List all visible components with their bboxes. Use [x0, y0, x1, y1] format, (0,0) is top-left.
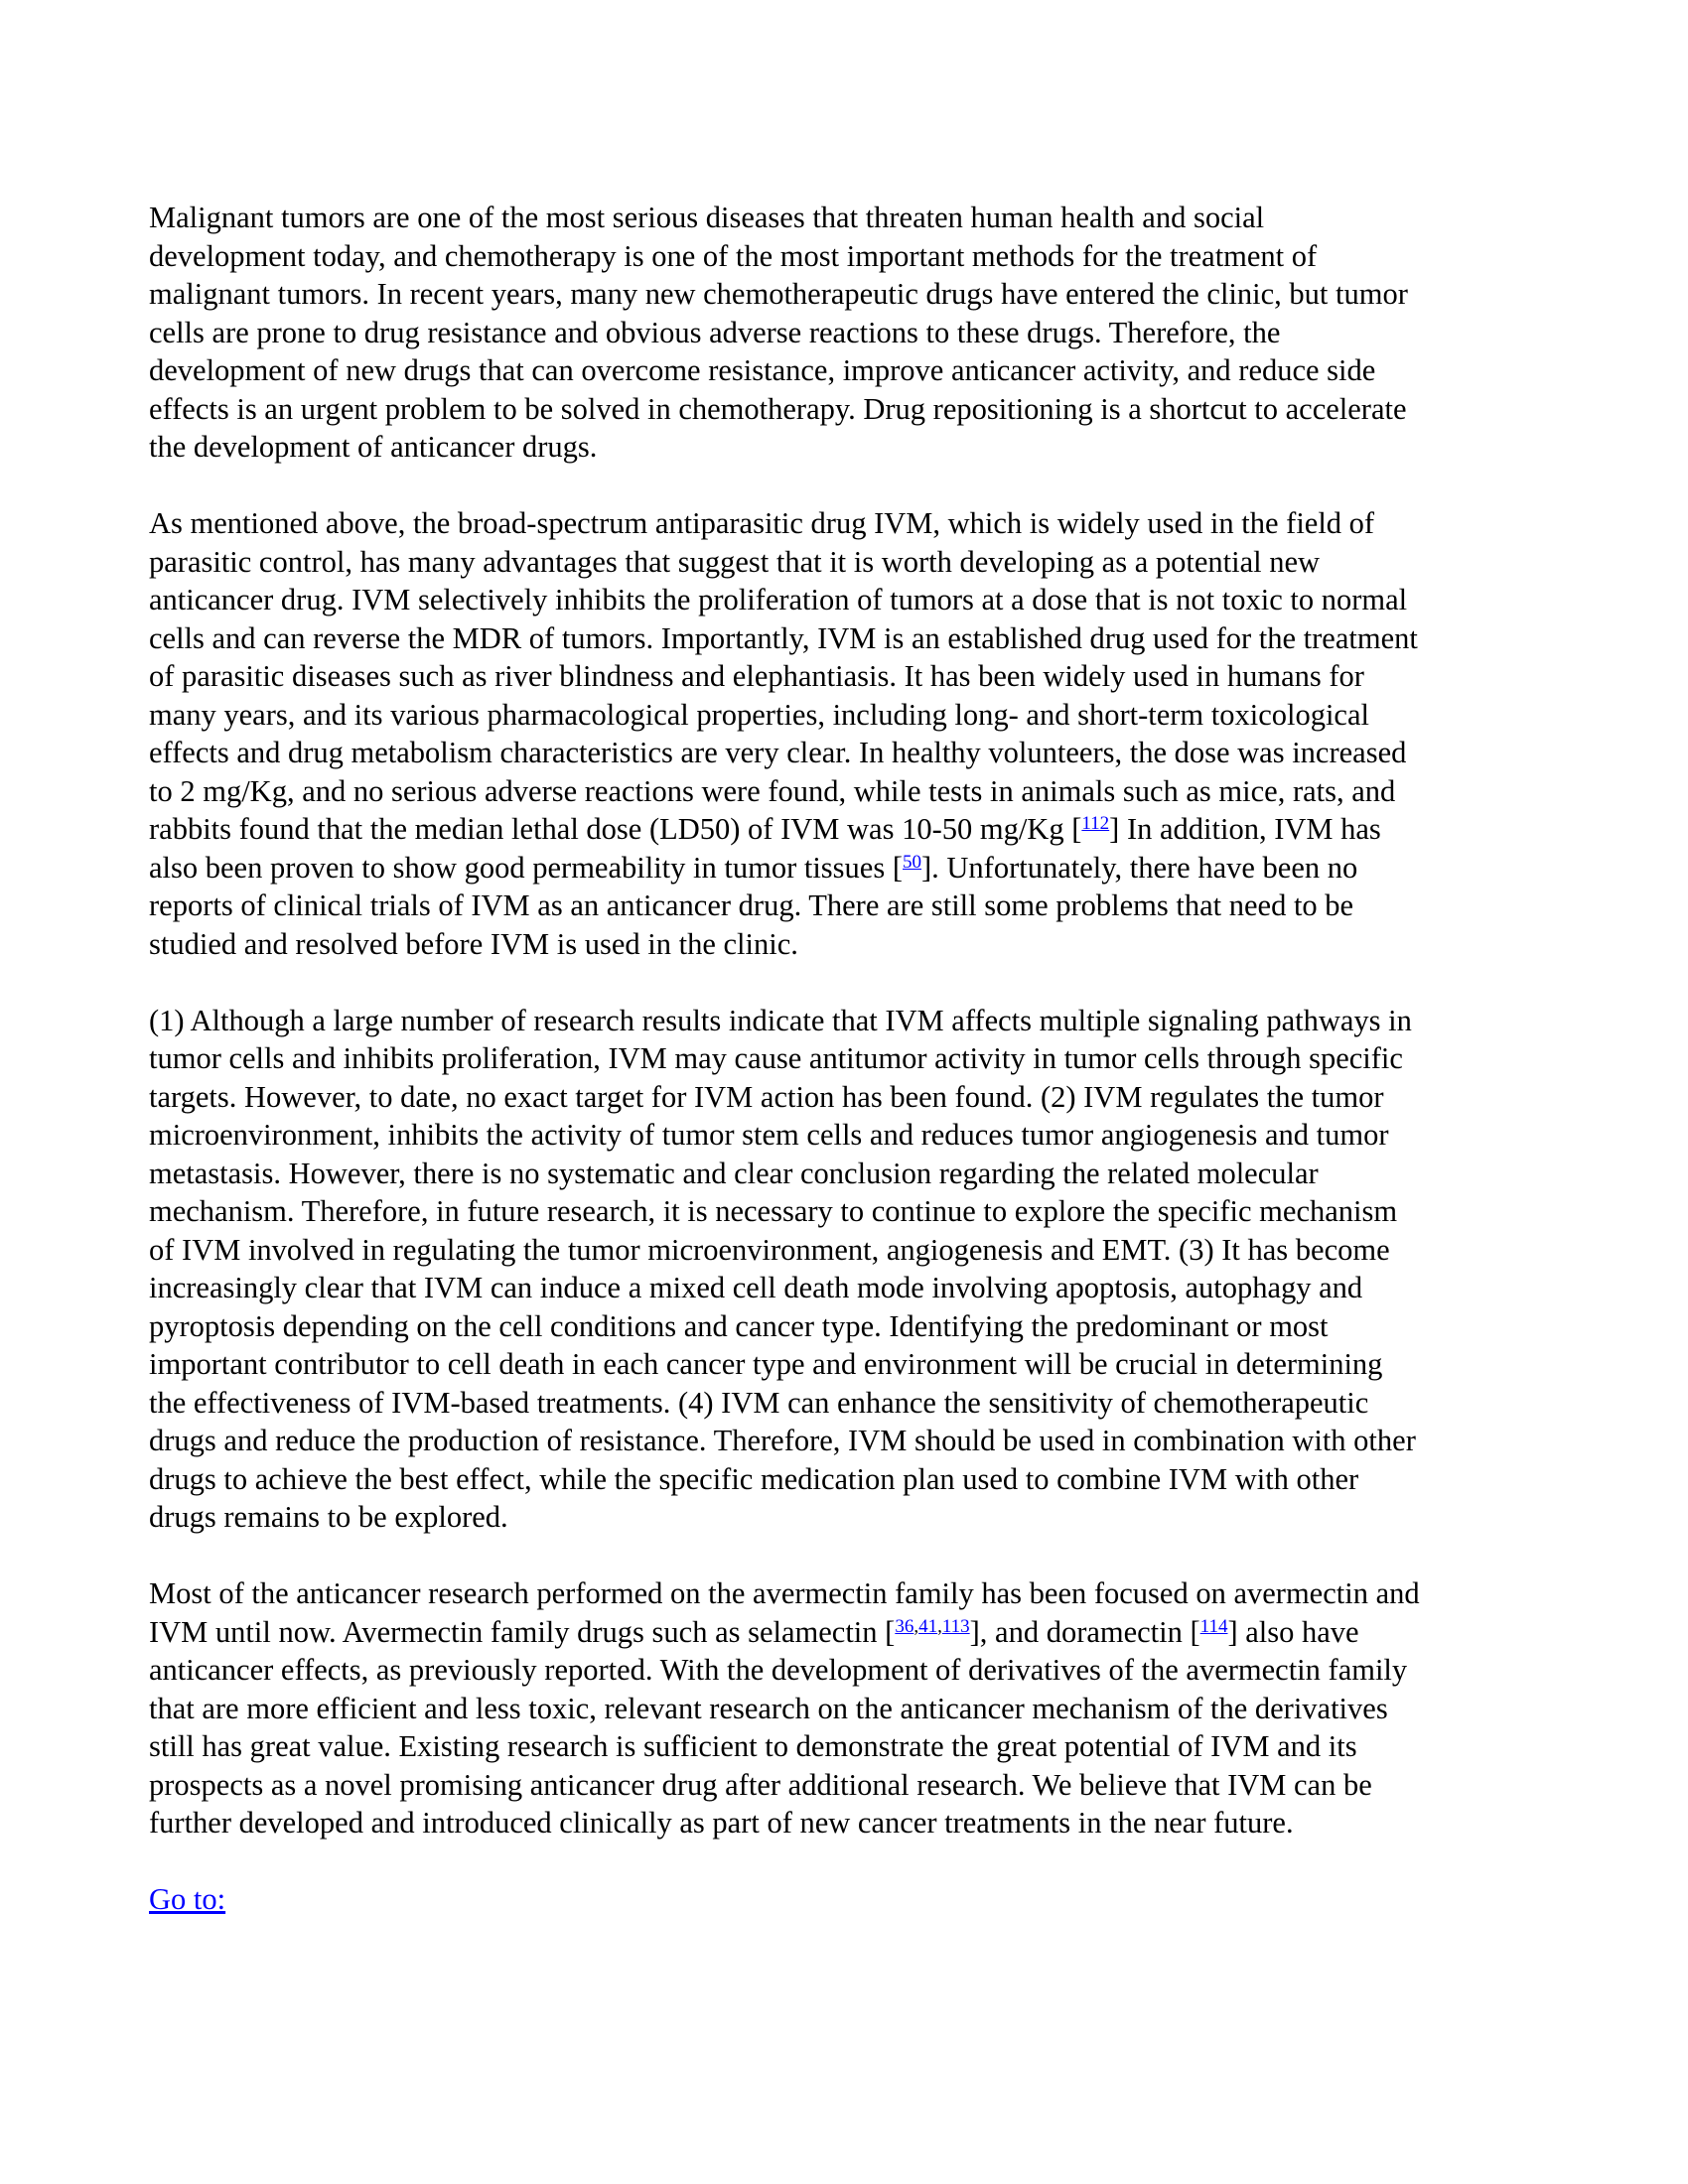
text-line: effects and drug metabolism characteristics are very clear. In healthy volunteers, the dose was increased	[149, 736, 1407, 769]
text-segment: ] also have	[1227, 1614, 1359, 1649]
citation-link-113[interactable]: 113	[941, 1615, 970, 1637]
text-line: parasitic control, has many advantages that suggest that it is worth developing as a potential new	[149, 544, 1321, 579]
text-line-with-citation	[149, 810, 1559, 849]
text-line: microenvironment, inhibits the activity of tumor stem cells and reduces tumor angiogenesis and tumor	[149, 1118, 1389, 1152]
citation-separator: ,	[937, 1615, 942, 1637]
paragraph-4	[149, 1574, 1559, 1843]
goto-nav	[149, 1880, 1559, 1919]
citation-link-41[interactable]: 41	[918, 1615, 938, 1637]
text-line: Most of the anticancer research performed on the avermectin family has been focused on avermectin and	[149, 1576, 1420, 1610]
text-line: prospects as a novel promising anticancer drug after additional research. We believe that IVM can be	[149, 1767, 1372, 1802]
article-body	[149, 199, 1559, 1919]
text-line: pyroptosis depending on the cell conditions and cancer type. Identifying the predominant or most	[149, 1308, 1329, 1343]
text-line: As mentioned above, the broad-spectrum antiparasitic drug IVM, which is widely used in the field of	[149, 506, 1375, 540]
text-line: anticancer drug. IVM selectively inhibits the proliferation of tumors at a dose that is not toxic to normal	[149, 583, 1408, 616]
text-line: the effectiveness of IVM-based treatments. (4) IVM can enhance the sensitivity of chemotherapeutic	[149, 1385, 1369, 1420]
citation-separator: ,	[914, 1615, 919, 1637]
citation-link-112[interactable]: 112	[1081, 813, 1110, 834]
text-line: further developed and introduced clinically as part of new cancer treatments in the near future.	[149, 1806, 1294, 1840]
paragraph-2	[149, 504, 1559, 963]
text-line: that are more efficient and less toxic, relevant research on the anticancer mechanism of the derivatives	[149, 1691, 1388, 1725]
text-line: increasingly clear that IVM can induce a mixed cell death mode involving apoptosis, autophagy and	[149, 1271, 1363, 1304]
paragraph-3	[149, 1002, 1559, 1537]
text-line: effects is an urgent problem to be solved in chemotherapy. Drug repositioning is a shortcut to accelerate	[149, 391, 1407, 426]
citation-link-36[interactable]: 36	[895, 1615, 914, 1637]
goto-link[interactable]: Go to:	[149, 1882, 226, 1916]
text-segment: also been proven to show good permeability in tumor tissues [	[149, 850, 903, 885]
text-line: of parasitic diseases such as river blindness and elephantiasis. It has been widely used in humans for	[149, 659, 1364, 693]
text-line: drugs remains to be explored.	[149, 1500, 508, 1534]
text-line: still has great value. Existing research is sufficient to demonstrate the great potential of IVM and its	[149, 1729, 1357, 1763]
text-segment: ]. Unfortunately, there have been no	[921, 850, 1358, 885]
text-segment: ], and doramectin [	[969, 1614, 1200, 1649]
text-line-with-citation	[149, 1613, 1559, 1652]
text-line: mechanism. Therefore, in future research, it is necessary to continue to explore the specific mechanism	[149, 1194, 1398, 1228]
text-line: drugs to achieve the best effect, while the specific medication plan used to combine IVM with other	[149, 1461, 1359, 1496]
text-line: cells are prone to drug resistance and obvious adverse reactions to these drugs. Therefore, the	[149, 315, 1281, 349]
text-line: drugs and reduce the production of resistance. Therefore, IVM should be used in combination with other	[149, 1424, 1416, 1457]
text-line: studied and resolved before IVM is used in the clinic.	[149, 926, 798, 961]
text-line: malignant tumors. In recent years, many new chemotherapeutic drugs have entered the clinic, but tumor	[149, 277, 1408, 311]
text-line: development of new drugs that can overcome resistance, improve anticancer activity, and reduce side	[149, 353, 1376, 387]
text-line: targets. However, to date, no exact target for IVM action has been found. (2) IVM regulates the tumor	[149, 1079, 1384, 1114]
text-segment: ] In addition, IVM has	[1109, 812, 1381, 846]
text-line: reports of clinical trials of IVM as an anticancer drug. There are still some problems that need to be	[149, 888, 1354, 922]
text-line: many years, and its various pharmacological properties, including long- and short-term toxicological	[149, 697, 1369, 732]
text-line: of IVM involved in regulating the tumor microenvironment, angiogenesis and EMT. (3) It has become	[149, 1232, 1390, 1267]
text-segment: rabbits found that the median lethal dose (LD50) of IVM was 10-50 mg/Kg [	[149, 812, 1082, 846]
text-line-with-citation	[149, 849, 1559, 887]
text-line: tumor cells and inhibits proliferation, IVM may cause antitumor activity in tumor cells through specific	[149, 1041, 1403, 1075]
text-line: the development of anticancer drugs.	[149, 430, 598, 464]
text-segment: IVM until now. Avermectin family drugs such as selamectin [	[149, 1614, 896, 1649]
text-line: development today, and chemotherapy is one of the most important methods for the treatment of	[149, 238, 1318, 273]
text-line: Malignant tumors are one of the most serious diseases that threaten human health and social	[149, 201, 1265, 234]
text-line: cells and can reverse the MDR of tumors. Importantly, IVM is an established drug used for the treatment	[149, 620, 1418, 655]
citation-link-50[interactable]: 50	[903, 851, 921, 873]
citation-link-114[interactable]: 114	[1199, 1615, 1228, 1637]
text-line: important contributor to cell death in each cancer type and environment will be crucial in determining	[149, 1347, 1383, 1381]
text-line: anticancer effects, as previously reported. With the development of derivatives of the avermectin family	[149, 1653, 1408, 1687]
text-line: metastasis. However, there is no systematic and clear conclusion regarding the related molecular	[149, 1156, 1319, 1190]
text-line: to 2 mg/Kg, and no serious adverse reactions were found, while tests in animals such as mice, rats, and	[149, 773, 1396, 808]
text-line: (1) Although a large number of research results indicate that IVM affects multiple signaling pathways in	[149, 1003, 1412, 1037]
paragraph-1	[149, 199, 1559, 467]
